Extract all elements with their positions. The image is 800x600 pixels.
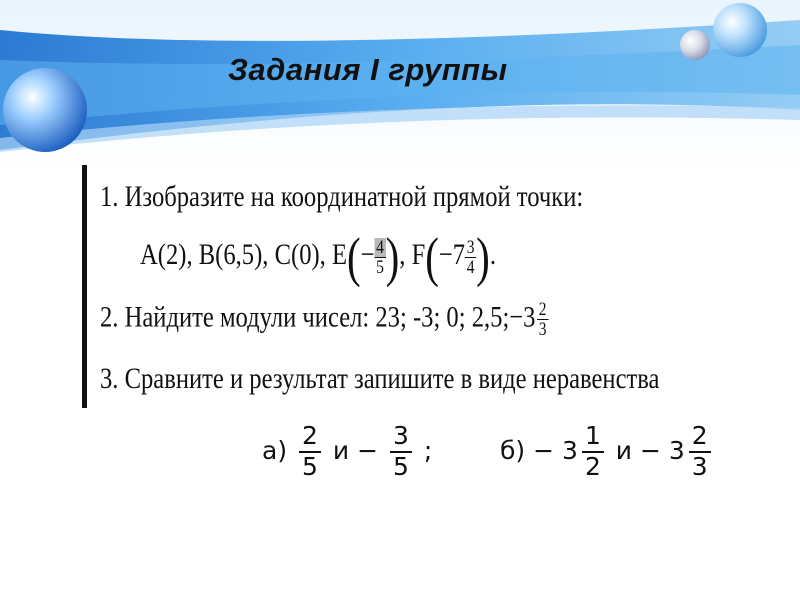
fraction-task-2: [537, 300, 548, 339]
task-1-text: 1. Изобразите на координатной прямой точки:: [100, 180, 584, 213]
paren-close-e: ): [385, 226, 400, 288]
fraction-e-num: 4: [376, 236, 384, 258]
fraction-f-den: 4: [466, 256, 475, 278]
comparison-b-and: и − 3: [615, 435, 685, 465]
task-1-end: .: [489, 237, 496, 271]
comparison-a-label: а): [262, 435, 288, 465]
task-3-text: 3. Сравните и результат запишите в виде неравенства: [100, 362, 660, 395]
fraction-e-den: 5: [376, 256, 384, 278]
fraction-e: [375, 238, 386, 277]
comparison-b-fraction-1-den: 2: [584, 451, 601, 481]
comparison-b-label: б): [500, 435, 526, 465]
comparison-a-fraction-2-num: 3: [390, 422, 412, 453]
task-1-f-label: , F: [399, 237, 426, 271]
left-rule: [82, 165, 87, 408]
comparison-b-fraction-2: [689, 422, 711, 482]
task-2-whole: −3: [509, 300, 536, 334]
fraction-f: [465, 238, 476, 277]
fraction-task-2-num: 2: [538, 299, 547, 320]
comparison-a-fraction-1-den: 5: [302, 451, 318, 481]
comparison-a-fraction-2-den: 5: [393, 451, 409, 481]
fraction-task-2-den: 3: [538, 319, 547, 340]
comparison-b-fraction-2-num: 2: [689, 422, 711, 453]
paren-close-f: ): [476, 226, 490, 288]
task-1-points-prefix: A(2), B(6,5), C(0), E: [140, 237, 348, 271]
comparison-a-fraction-1: [299, 422, 321, 482]
comparison-a-separator: ;: [423, 435, 433, 465]
paren-open-f: (: [425, 226, 439, 288]
task-1-points: [140, 228, 496, 286]
task-1-e-minus: −: [360, 237, 375, 271]
fraction-f-num: 3: [466, 236, 475, 258]
comparison-b-whole-1: − 3: [533, 435, 578, 465]
task-2: [100, 300, 548, 339]
comparison-a-and: и −: [332, 435, 379, 465]
task-2-text: 2. Найдите модули чисел: 23; -3; 0; 2,5;: [100, 300, 510, 334]
comparison-b-fraction-1-num: 1: [582, 422, 604, 453]
comparison-a: [262, 422, 432, 482]
comparison-b-fraction-2-den: 3: [691, 451, 708, 481]
task-1-f-whole: −7: [438, 237, 466, 271]
paren-open-e: (: [347, 226, 361, 288]
comparison-a-fraction-1-num: 2: [299, 422, 321, 453]
slide-title: Задания I группы: [228, 52, 508, 87]
comparison-a-fraction-2: [390, 422, 412, 482]
comparison-b: [500, 422, 715, 482]
comparison-b-fraction-1: [582, 422, 604, 482]
